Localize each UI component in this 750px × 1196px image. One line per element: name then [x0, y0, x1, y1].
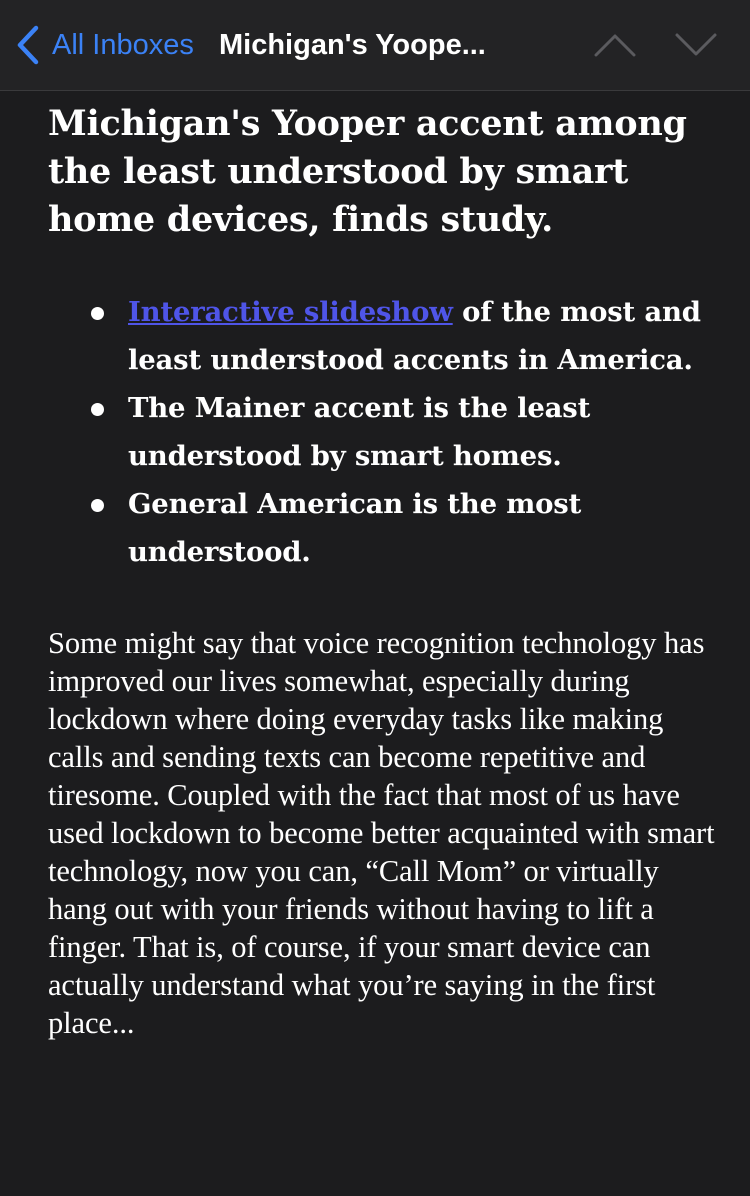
bullet-text: of the most and least understood accents in America.: [128, 296, 701, 376]
chevron-up-icon[interactable]: [592, 22, 638, 68]
list-item: [128, 384, 718, 480]
bullet-dot: [91, 403, 104, 416]
interactive-slideshow-link[interactable]: Interactive slideshow: [128, 296, 453, 328]
back-button-label[interactable]: All Inboxes: [52, 29, 194, 61]
list-item: [128, 480, 718, 576]
navigation-bar: [0, 0, 750, 91]
email-body: [48, 100, 718, 1042]
bullet-dot: [91, 499, 104, 512]
bullet-text: General American is the most understood.: [128, 488, 582, 568]
bullet-list: [48, 288, 718, 576]
bullet-text: The Mainer accent is the least understood by smart homes.: [128, 392, 591, 472]
chevron-left-icon[interactable]: [14, 24, 44, 66]
bullet-dot: [91, 307, 104, 320]
email-subject-title: Michigan's Yoope...: [219, 29, 486, 61]
chevron-down-icon[interactable]: [673, 22, 719, 68]
body-paragraph: Some might say that voice recognition technology has improved our lives somewhat, especially during lockdown where doing everyday tasks like making calls and sending texts can become repetitive and tiresome. Coupled with the fact that most of us have used lockdown to become better acquainted with smart technology, now you can, “Call Mom” or virtually hang out with your friends without having to lift a finger. That is, of course, if your smart device can actually understand what you’re saying in the first place...: [48, 626, 715, 1040]
email-headline: Michigan's Yooper accent among the least understood by smart home devices, finds study.: [48, 103, 687, 240]
list-item: [128, 288, 718, 384]
